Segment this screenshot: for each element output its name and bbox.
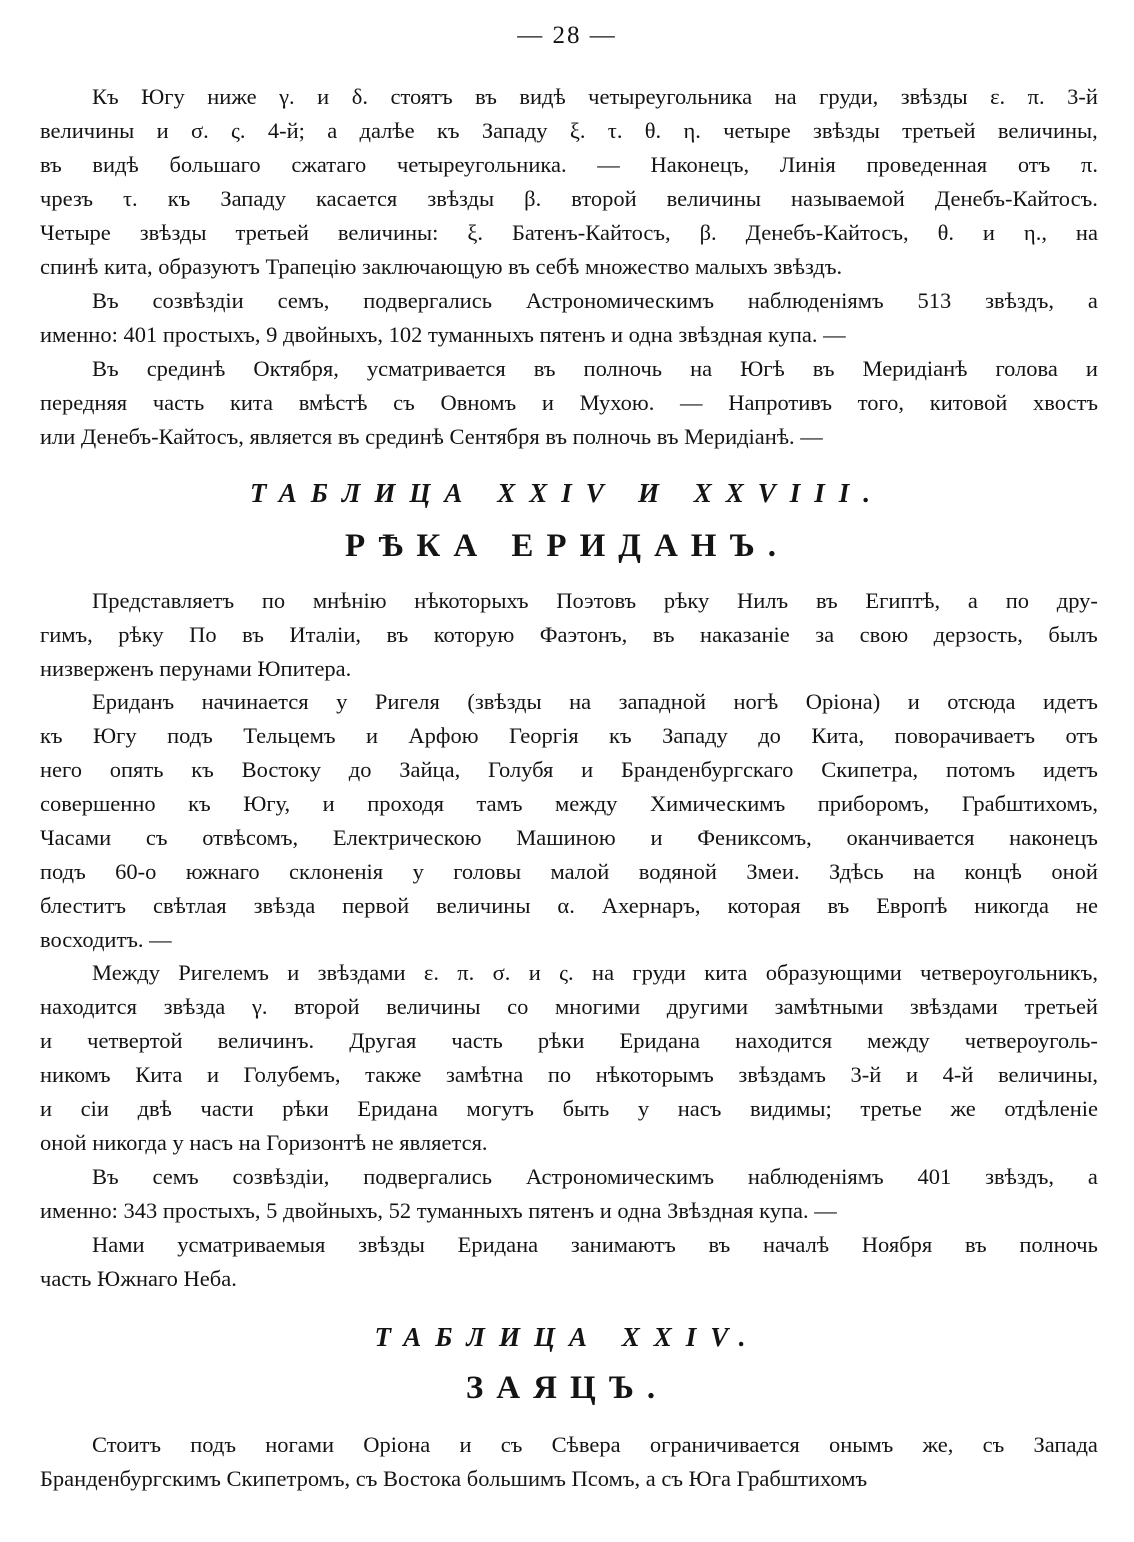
text-line: Въ семъ созвѣздіи, подвергались Астрономическимъ наблюденіямъ 401 звѣздъ, а xyxy=(92,1164,1098,1189)
whale-paragraph-2 xyxy=(40,284,1098,352)
text-line: Часами съ отвѣсомъ, Електрическою Машиною и Фениксомъ, оканчивается наконецъ xyxy=(40,825,1098,850)
whale-paragraph-1 xyxy=(40,80,1098,284)
hare-title: ЗАЯЦЪ. xyxy=(465,1370,669,1406)
eridanus-paragraph-4 xyxy=(40,1160,1098,1228)
text-line: оной никогда у насъ на Горизонтѣ не является. xyxy=(40,1130,488,1155)
text-line: совершенно къ Югу, и проходя тамъ между Химическимъ приборомъ, Грабштихомъ, xyxy=(40,791,1098,816)
text-line: и сіи двѣ части рѣки Еридана могутъ быть у насъ видимы; третье же отдѣленіе xyxy=(40,1096,1098,1121)
text-line: подъ 60-о южнаго склоненія у головы малой водяной Змеи. Здѣсь на концѣ оной xyxy=(40,859,1098,884)
text-line: спинѣ кита, образуютъ Трапецію заключающую въ себѣ множество малыхъ звѣздъ. xyxy=(40,254,843,279)
text-line: гимъ, рѣку По въ Италіи, въ которую Фаэтонъ, въ наказаніе за свою дерзость, былъ xyxy=(40,622,1098,647)
text-line: низверженъ перунами Юпитера. xyxy=(40,656,352,681)
text-line: Представляетъ по мнѣнію нѣкоторыхъ Поэтовъ рѣку Нилъ въ Египтѣ, а по дру- xyxy=(92,588,1098,613)
text-line: Бранденбургскимъ Скипетромъ, съ Востока большимъ Псомъ, а съ Юга Грабштихомъ xyxy=(40,1466,868,1491)
text-line: Къ Югу ниже γ. и δ. стоятъ въ видѣ четыреугольника на груди, звѣзды ε. π. 3-й xyxy=(92,84,1098,109)
text-line: блеститъ свѣтлая звѣзда первой величины α. Ахернаръ, которая въ Европѣ никогда не xyxy=(40,893,1098,918)
eridanus-paragraph-5 xyxy=(40,1228,1098,1296)
text-line: Четыре звѣзды третьей величины: ξ. Батенъ-Кайтосъ, β. Денебъ-Кайтосъ, θ. и η., на xyxy=(40,220,1098,245)
text-line: Между Ригелемъ и звѣздами ε. π. σ. и ς. на груди кита образующими четвероугольникъ, xyxy=(92,960,1098,985)
page-number: — 28 — xyxy=(517,22,617,49)
hare-paragraph-1 xyxy=(40,1428,1098,1496)
text-line: или Денебъ-Кайтосъ, является въ срединѣ Сентября въ полночь въ Меридіанѣ. — xyxy=(40,424,823,449)
eridanus-paragraph-3 xyxy=(40,956,1098,1160)
text-line: и четвертой величинъ. Другая часть рѣки Еридана находится между четвероуголь- xyxy=(40,1028,1098,1053)
eridanus-paragraph-1 xyxy=(40,584,1098,686)
text-line: часть Южнаго Неба. xyxy=(40,1266,237,1291)
text-line: Ериданъ начинается у Ригеля (звѣзды на западной ногѣ Оріона) и отсюда идетъ xyxy=(92,689,1098,714)
text-line: къ Югу подъ Тельцемъ и Арфою Георгія къ Западу до Кита, поворачиваетъ отъ xyxy=(40,723,1098,748)
text-line: именно: 343 простыхъ, 5 двойныхъ, 52 туманныхъ пятенъ и одна Звѣздная купа. — xyxy=(40,1198,837,1223)
eridanus-table-heading: ТАБЛИЦА XXIV И XXVIII. xyxy=(249,478,885,508)
text-line: Стоитъ подъ ногами Оріона и съ Сѣвера ограничивается онымъ же, съ Запада xyxy=(92,1432,1098,1457)
text-line: него опять къ Востоку до Зайца, Голубя и Бранденбургскаго Скипетра, потомъ идетъ xyxy=(40,757,1098,782)
eridanus-title: РѢКА ЕРИДАНЪ. xyxy=(345,528,789,564)
text-line: восходитъ. — xyxy=(40,927,172,952)
text-line: никомъ Кита и Голубемъ, также замѣтна по нѣкоторымъ звѣздамъ 3-й и 4-й величины, xyxy=(40,1062,1098,1087)
text-line: Нами усматриваемыя звѣзды Еридана занимаютъ въ началѣ Ноября въ полночь xyxy=(92,1232,1098,1257)
text-line: величины и σ. ς. 4-й; а далѣе къ Западу ξ. τ. θ. η. четыре звѣзды третьей величины, xyxy=(40,118,1098,143)
text-line: Въ созвѣздіи семъ, подвергались Астрономическимъ наблюденіямъ 513 звѣздъ, а xyxy=(92,288,1098,313)
hare-table-heading: ТАБЛИЦА XXIV. xyxy=(374,1322,760,1352)
text-line: чрезъ τ. къ Западу касается звѣзды β. второй величины называемой Денебъ-Кайтосъ. xyxy=(40,186,1098,211)
text-line: именно: 401 простыхъ, 9 двойныхъ, 102 туманныхъ пятенъ и одна звѣздная купа. — xyxy=(40,322,846,347)
whale-paragraph-3 xyxy=(40,352,1098,454)
text-line: передняя часть кита вмѣстѣ съ Овномъ и Мухою. — Напротивъ того, китовой хвостъ xyxy=(40,390,1098,415)
eridanus-paragraph-2 xyxy=(40,685,1098,957)
text-line: находится звѣзда γ. второй величины со многими другими замѣтными звѣздами третьей xyxy=(40,994,1098,1019)
text-line: въ видѣ большаго сжатаго четыреугольника. — Наконецъ, Линія проведенная отъ π. xyxy=(40,152,1098,177)
text-line: Въ срединѣ Октября, усматривается въ полночь на Югѣ въ Меридіанѣ голова и xyxy=(92,356,1098,381)
